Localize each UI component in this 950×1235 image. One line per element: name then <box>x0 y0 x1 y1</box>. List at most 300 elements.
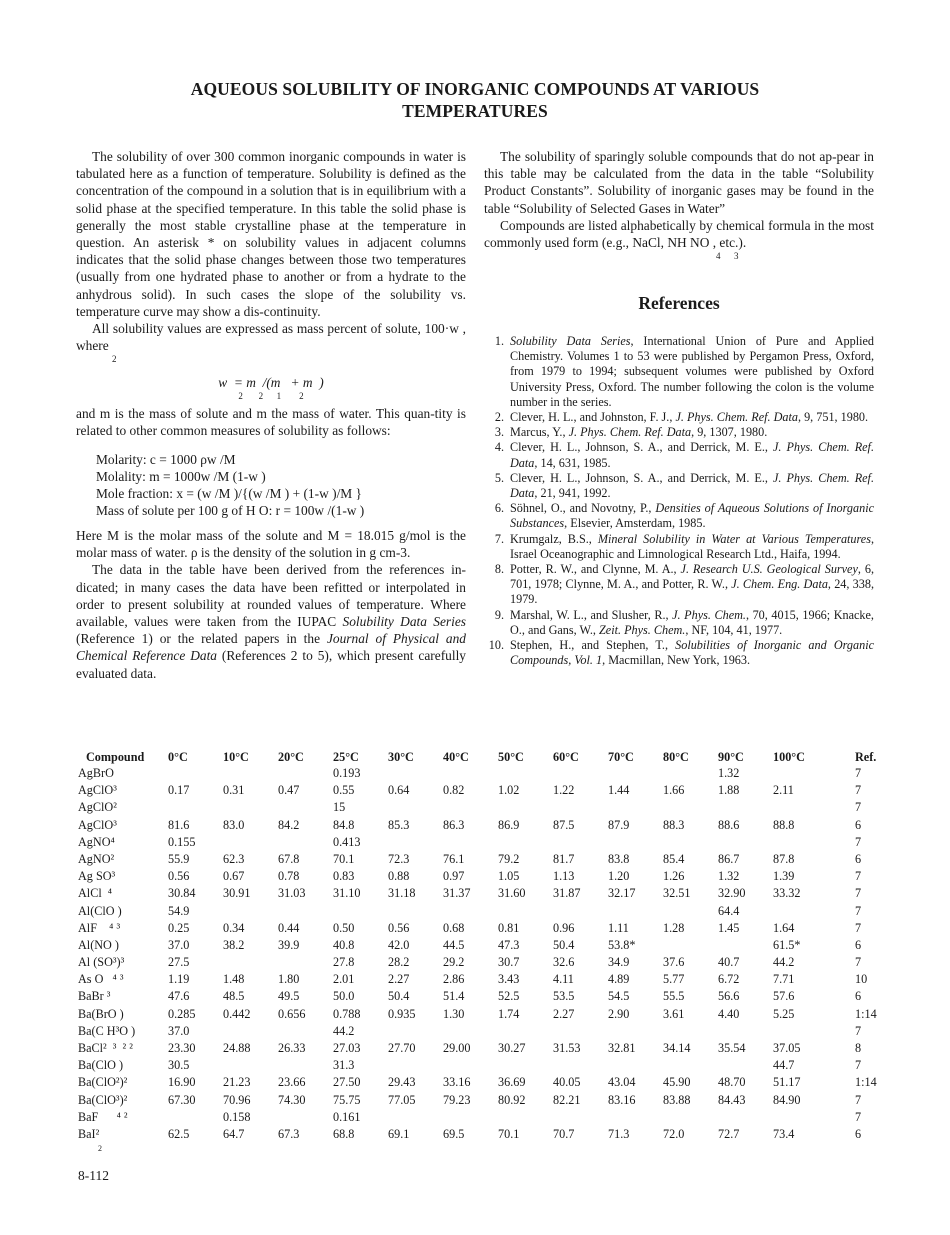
solubility-cell <box>278 1024 333 1041</box>
solubility-cell <box>498 1058 553 1075</box>
solubility-cell: 0.88 <box>388 869 410 884</box>
reference-title: J. Phys. Chem. Ref. Data <box>510 470 874 501</box>
solubility-cell <box>388 1058 443 1075</box>
table-row <box>78 886 895 903</box>
ref-cell: 7 <box>855 869 862 884</box>
solubility-cell <box>498 1110 553 1127</box>
solubility-cell <box>278 766 333 783</box>
ref-cell: 1:14 <box>855 1006 877 1021</box>
solubility-cell: 24.88 <box>223 1041 251 1055</box>
solubility-cell: 70.96 <box>223 1092 251 1107</box>
solubility-cell: 30.91 <box>223 886 251 901</box>
solubility-cell: 84.90 <box>773 1092 801 1107</box>
ref-cell: 6 <box>855 989 862 1004</box>
solubility-cell: 77.05 <box>388 1092 416 1107</box>
ref-cell: 6 <box>855 851 862 866</box>
reference-authors: Marshal, W. L., and Slusher, R., <box>510 607 673 622</box>
solubility-cell <box>168 766 223 783</box>
solubility-cell <box>553 1058 608 1075</box>
reference-details: , 9, 751, 1980. <box>797 410 869 425</box>
solubility-cell <box>608 1110 663 1127</box>
solubility-cell <box>168 1110 223 1127</box>
reference-details: , 70, 4015, 1966; Knacke, O., and Gans, W., <box>510 607 874 637</box>
solubility-cell: 87.8 <box>773 851 795 866</box>
solubility-cell: 1.66 <box>663 783 685 798</box>
solubility-cell: 1.19 <box>168 972 190 987</box>
reference-number: 2. <box>494 410 504 425</box>
ref-cell: 7 <box>855 1109 862 1124</box>
solubility-cell <box>773 1024 833 1041</box>
solubility-cell: 0.935 <box>388 1006 416 1021</box>
reference-title: J. Research U.S. Geological Survey <box>680 562 858 577</box>
reference-item <box>484 608 874 638</box>
solubility-cell: 28.2 <box>388 955 410 970</box>
solubility-cell: 0.413 <box>333 834 361 849</box>
subscript-line: 4 3 <box>716 251 739 262</box>
solubility-cell: 33.16 <box>443 1075 471 1090</box>
solubility-cell: 0.34 <box>223 920 245 935</box>
compound-cell: Ba(ClO³)² <box>78 1092 128 1107</box>
intro-paragraph-5 <box>76 561 466 681</box>
table-row <box>78 783 895 800</box>
solubility-cell <box>663 766 718 783</box>
solubility-cell: 29.43 <box>388 1075 416 1090</box>
solubility-cell: 88.3 <box>663 817 685 832</box>
solubility-cell: 5.25 <box>773 1006 795 1021</box>
text-segment: (Reference 1) or the related papers in the <box>76 631 327 647</box>
reference-item <box>484 425 874 440</box>
reference-authors: Stephen, H., and Stephen, T., <box>510 638 676 653</box>
ref-cell: 1:14 <box>855 1075 877 1090</box>
solubility-cell: 0.158 <box>223 1109 251 1124</box>
solubility-cell: 1.20 <box>608 869 630 884</box>
solubility-cell: 83.8 <box>608 851 630 866</box>
compound-cell: Al(ClO ) <box>78 903 122 918</box>
table-row <box>78 1024 895 1041</box>
compound-cell: Al (SO³)³ <box>78 955 125 970</box>
solubility-cell: 3.43 <box>498 972 520 987</box>
solubility-cell: 67.3 <box>278 1126 300 1141</box>
column-header-temperature: 20°C <box>278 749 304 764</box>
solubility-cell: 72.3 <box>388 851 410 866</box>
column-header-ref: Ref. <box>855 749 877 764</box>
solubility-cell <box>223 1024 278 1041</box>
solubility-cell: 15 <box>333 800 346 815</box>
solubility-cell: 36.69 <box>498 1075 526 1090</box>
solubility-cell <box>388 800 443 817</box>
reference-authors: Clever, H. L., and Johnston, F. J., <box>510 410 676 425</box>
solubility-cell: 53.8* <box>608 937 636 952</box>
solubility-cell <box>388 904 443 921</box>
solubility-cell <box>443 904 498 921</box>
solubility-cell: 1.28 <box>663 920 685 935</box>
solubility-cell <box>553 1024 608 1041</box>
reference-item <box>484 638 874 668</box>
solubility-cell: 31.60 <box>498 886 526 901</box>
solubility-cell: 1.45 <box>718 920 740 935</box>
solubility-cell: 80.92 <box>498 1092 526 1107</box>
reference-number: 5. <box>494 470 504 485</box>
solubility-cell: 69.5 <box>443 1126 465 1141</box>
compound-cell: Ba(ClO²)² <box>78 1075 128 1090</box>
solubility-cell: 0.161 <box>333 1109 361 1124</box>
solubility-cell: 1.32 <box>718 869 740 884</box>
solubility-cell: 4.40 <box>718 1006 740 1021</box>
solubility-cell <box>443 800 498 817</box>
solubility-cell <box>498 766 553 783</box>
solubility-cell <box>278 904 333 921</box>
solubility-cell: 40.7 <box>718 955 740 970</box>
column-header-temperature: 80°C <box>663 749 689 764</box>
solubility-cell: 1.26 <box>663 869 685 884</box>
reference-title: Solubilities of Inorganic and Organic Compounds, Vol. 1 <box>510 638 875 668</box>
ref-cell: 7 <box>855 903 862 918</box>
solubility-cell <box>773 904 833 921</box>
solubility-cell: 70.1 <box>498 1126 520 1141</box>
reference-item <box>484 562 874 608</box>
compound-cell: AgClO³ <box>78 783 117 798</box>
solubility-cell: 67.8 <box>278 851 300 866</box>
solubility-cell: 86.7 <box>718 851 740 866</box>
table-row <box>78 972 895 989</box>
solubility-cell <box>608 835 663 852</box>
solubility-cell: 2.27 <box>553 1006 575 1021</box>
table-row <box>78 869 895 886</box>
solubility-cell: 64.4 <box>718 903 740 918</box>
ref-cell: 7 <box>855 1092 862 1107</box>
solubility-cell: 75.75 <box>333 1092 361 1107</box>
solubility-cell: 69.1 <box>388 1126 410 1141</box>
ref-cell: 8 <box>855 1041 862 1055</box>
formula-molarity: Molarity: c = 1000 ρw /M <box>96 452 236 468</box>
solubility-cell: 76.1 <box>443 851 465 866</box>
table-row <box>78 1093 895 1110</box>
compound-cell: AlCl ⁴ <box>78 886 113 901</box>
solubility-cell: 31.18 <box>388 886 416 901</box>
solubility-cell <box>168 800 223 817</box>
compound-cell: BaCl² ³ ² ² <box>78 1041 133 1055</box>
solubility-cell: 33.32 <box>773 886 801 901</box>
table-row <box>78 835 895 852</box>
subscript-line: 2 <box>112 354 117 365</box>
solubility-cell: 1.74 <box>498 1006 520 1021</box>
table-row <box>78 989 895 1006</box>
solubility-cell: 1.48 <box>223 972 245 987</box>
solubility-cell: 0.25 <box>168 920 190 935</box>
reference-details: , International Union of Pure and Applied Chemistry. Volumes 1 to 53 were published by Pergamon Press, Oxford, from 1979 to 1994; subsequent volumes were published by Oxford University Press, Oxford. The number following the colon is the volume number in the series. <box>510 334 874 409</box>
ref-cell: 7 <box>855 886 862 901</box>
solubility-cell: 1.44 <box>608 783 630 798</box>
reference-authors: Clever, H. L., Johnson, S. A., and Derrick, M. E., <box>510 470 773 485</box>
solubility-cell <box>663 1024 718 1041</box>
solubility-cell: 79.2 <box>498 851 520 866</box>
table-row <box>78 852 895 869</box>
solubility-cell <box>608 1058 663 1075</box>
solubility-cell <box>498 1024 553 1041</box>
solubility-cell: 6.72 <box>718 972 740 987</box>
compound-cell: Ba(ClO ) <box>78 1058 124 1073</box>
compound-cell: Ba(C H³O ) <box>78 1023 136 1038</box>
solubility-table <box>78 748 895 1154</box>
ref-cell: 10 <box>855 972 868 987</box>
solubility-cell <box>608 800 663 817</box>
solubility-cell <box>278 800 333 817</box>
table-row <box>78 1007 895 1024</box>
solubility-cell: 32.51 <box>663 886 691 901</box>
solubility-cell: 84.2 <box>278 817 300 832</box>
solubility-cell: 21.23 <box>223 1075 251 1090</box>
solubility-cell: 42.0 <box>388 937 410 952</box>
solubility-cell: 1.22 <box>553 783 575 798</box>
solubility-cell <box>388 1024 443 1041</box>
intro-paragraph-1: The solubility of over 300 common inorganic compounds in water is tabulated here as a function of temperature. Solubility is defined as the concentration of the compound in a solution that is in equilibrium with a solid phase at the specified temperature. In this table the solid phase is generally the most stable crystalline phase at the temperature in question. An asterisk * on solubility values in adjacent columns indicates that the solid phase changes between those two temperatures (usually from one hydrated phase to another or from a hydrate to the anhydrous solid). In such cases the slope of the solubility vs. temperature curve may show a dis-continuity. <box>76 149 466 319</box>
solubility-cell: 1.13 <box>553 869 575 884</box>
solubility-cell: 30.27 <box>498 1041 526 1055</box>
table-row <box>78 955 895 972</box>
solubility-cell: 37.0 <box>168 937 190 952</box>
solubility-cell: 87.5 <box>553 817 575 832</box>
solubility-cell: 2.11 <box>773 783 794 798</box>
compound-cell: BaF ⁴ ² <box>78 1109 128 1124</box>
solubility-cell: 32.90 <box>718 886 746 901</box>
solubility-cell: 85.4 <box>663 851 685 866</box>
reference-item <box>484 334 874 410</box>
reference-authors: Potter, R. W., and Clynne, M. A., <box>510 562 681 577</box>
table-row <box>78 766 895 783</box>
solubility-cell: 30.84 <box>168 886 196 901</box>
solubility-cell: 27.70 <box>388 1041 416 1055</box>
solubility-cell: 31.10 <box>333 886 361 901</box>
solubility-cell: 44.7 <box>773 1058 795 1073</box>
page-number: 8-112 <box>78 1168 109 1183</box>
solubility-cell: 0.81 <box>498 920 520 935</box>
italic-title: Journal of Physical and Chemical Reference Data <box>76 631 466 664</box>
formula-mole-fraction: Mole fraction: x = (w /M )/{(w /M ) + (1-w )/M } <box>96 486 362 502</box>
solubility-cell: 55.5 <box>663 989 685 1004</box>
reference-item <box>484 501 874 531</box>
solubility-cell: 50.4 <box>553 937 575 952</box>
ref-cell: 7 <box>855 1023 862 1038</box>
solubility-cell: 72.0 <box>663 1126 685 1141</box>
reference-number: 4. <box>494 440 504 455</box>
table-row <box>78 921 895 938</box>
table-row <box>78 1127 895 1144</box>
reference-number: 6. <box>494 501 504 516</box>
reference-item <box>484 410 874 425</box>
solubility-cell <box>773 835 833 852</box>
table-row <box>78 1058 895 1075</box>
solubility-cell: 70.1 <box>333 851 355 866</box>
formula-subscripts: 2 2 1 2 <box>238 390 304 401</box>
ref-cell: 6 <box>855 1126 862 1141</box>
solubility-cell: 88.6 <box>718 817 740 832</box>
solubility-cell <box>553 904 608 921</box>
solubility-cell: 0.442 <box>223 1006 251 1021</box>
ref-cell: 7 <box>855 834 862 849</box>
ref-cell: 7 <box>855 783 862 798</box>
solubility-cell: 64.7 <box>223 1126 245 1141</box>
solubility-cell: 31.53 <box>553 1041 581 1055</box>
reference-number: 3. <box>494 425 504 440</box>
solubility-cell <box>553 766 608 783</box>
solubility-cell <box>663 800 718 817</box>
solubility-cell: 47.3 <box>498 937 520 952</box>
solubility-formulas <box>96 451 466 519</box>
solubility-cell: 2.01 <box>333 972 355 987</box>
solubility-cell: 0.67 <box>223 869 245 884</box>
column-header-temperature: 90°C <box>718 749 744 764</box>
solubility-cell <box>773 800 833 817</box>
solubility-cell: 31.87 <box>553 886 581 901</box>
reference-details: , 14, 631, 1985. <box>534 455 611 470</box>
reference-number: 10. <box>488 638 504 653</box>
formula-mass-per-100g: Mass of solute per 100 g of H O: r = 100w /(1-w ) <box>96 503 365 519</box>
text-segment: (References 2 to 5), which present carefully evaluated data. <box>76 648 466 681</box>
solubility-cell: 44.5 <box>443 937 465 952</box>
solubility-cell: 52.5 <box>498 989 520 1004</box>
solubility-cell: 47.6 <box>168 989 190 1004</box>
solubility-cell: 86.9 <box>498 817 520 832</box>
intro-paragraph-4: Here M is the molar mass of the solute and M = 18.015 g/mol is the molar mass of water. ρ is the density of the solution in g cm-3. <box>76 528 466 561</box>
solubility-cell: 53.5 <box>553 989 575 1004</box>
solubility-cell: 40.8 <box>333 937 355 952</box>
solubility-cell: 0.285 <box>168 1006 196 1021</box>
solubility-cell: 83.16 <box>608 1092 636 1107</box>
solubility-cell: 1.80 <box>278 972 300 987</box>
solubility-cell <box>443 835 498 852</box>
reference-title: Mineral Solubility in Water at Various Temperatures <box>597 531 871 546</box>
solubility-cell: 0.83 <box>333 869 355 884</box>
solubility-cell <box>773 1110 833 1127</box>
solubility-cell: 32.81 <box>608 1041 636 1055</box>
solubility-cell <box>223 766 278 783</box>
reference-authors: Marcus, Y., <box>510 425 569 440</box>
solubility-cell <box>718 938 773 955</box>
solubility-cell: 0.47 <box>278 783 300 798</box>
solubility-cell: 0.64 <box>388 783 410 798</box>
solubility-cell: 81.7 <box>553 851 575 866</box>
solubility-cell: 37.05 <box>773 1041 801 1055</box>
solubility-cell: 88.8 <box>773 817 795 832</box>
text-segment: The data in the table have been derived from the references in-dicated; in many cases the data have been refitted or interpolated in order to present solubility at rounded values of temperature. Where available, values were taken from the IUPAC <box>76 562 466 630</box>
solubility-cell: 83.88 <box>663 1092 691 1107</box>
solubility-cell: 68.8 <box>333 1126 355 1141</box>
intro-paragraph-2: All solubility values are expressed as mass percent of solute, 100·w , where <box>76 321 466 354</box>
solubility-cell <box>278 1110 333 1127</box>
solubility-cell <box>718 1110 773 1127</box>
solubility-cell: 71.3 <box>608 1126 630 1141</box>
solubility-cell <box>223 800 278 817</box>
solubility-cell: 56.6 <box>718 989 740 1004</box>
solubility-cell: 37.6 <box>663 955 685 970</box>
italic-title: Solubility Data Series <box>342 614 466 630</box>
solubility-cell: 0.56 <box>388 920 410 935</box>
solubility-cell <box>223 1058 278 1075</box>
table-row <box>78 904 895 921</box>
solubility-cell <box>223 904 278 921</box>
solubility-cell: 39.9 <box>278 937 300 952</box>
solubility-cell <box>553 835 608 852</box>
reference-authors: Söhnel, O., and Novotny, P., <box>510 501 656 516</box>
reference-title: J. Chem. Eng. Data <box>731 577 828 592</box>
reference-title: Solubility Data Series <box>510 334 631 348</box>
table-row <box>78 800 895 817</box>
solubility-cell: 86.3 <box>443 817 465 832</box>
compound-cell: AgClO² <box>78 800 117 815</box>
solubility-cell: 30.5 <box>168 1058 190 1073</box>
reference-number: 7. <box>494 531 504 546</box>
solubility-cell: 0.44 <box>278 920 300 935</box>
solubility-cell: 50.0 <box>333 989 355 1004</box>
solubility-cell: 7.71 <box>773 972 795 987</box>
title-line-2: TEMPERATURES <box>402 101 548 121</box>
solubility-cell <box>223 835 278 852</box>
table-row <box>78 818 895 835</box>
column-header-temperature: 50°C <box>498 749 524 764</box>
solubility-cell: 43.04 <box>608 1075 636 1090</box>
solubility-cell: 55.9 <box>168 851 190 866</box>
solubility-cell: 0.193 <box>333 766 361 780</box>
solubility-cell: 61.5* <box>773 937 801 952</box>
column-header-temperature: 25°C <box>333 749 359 764</box>
reference-title: J. Phys. Chem. Ref. Data <box>568 425 692 440</box>
reference-number: 9. <box>494 607 504 622</box>
solubility-cell <box>553 1110 608 1127</box>
reference-details: , 9, 1307, 1980. <box>691 425 768 440</box>
right-paragraph-2: Compounds are listed alphabetically by chemical formula in the most commonly used form (e.g., NaCl, NH NO , etc.). <box>484 217 874 251</box>
solubility-cell <box>223 955 278 972</box>
solubility-cell <box>553 800 608 817</box>
solubility-cell: 0.82 <box>443 783 465 798</box>
compound-cell: As O ⁴ ³ <box>78 972 124 987</box>
solubility-cell <box>443 1024 498 1041</box>
solubility-cell <box>608 766 663 783</box>
reference-item <box>484 471 874 501</box>
compound-cell: BaI² <box>78 1126 100 1141</box>
column-header-temperature: 60°C <box>553 749 579 764</box>
reference-title: J. Phys. Chem. <box>672 607 746 622</box>
solubility-cell <box>498 800 553 817</box>
ref-cell: 6 <box>855 937 862 952</box>
compound-cell: BaBr ³ <box>78 989 111 1004</box>
solubility-cell: 57.6 <box>773 989 795 1004</box>
solubility-cell: 31.03 <box>278 886 306 901</box>
ref-cell: 7 <box>855 800 862 815</box>
solubility-cell: 1.02 <box>498 783 520 798</box>
solubility-cell: 87.9 <box>608 817 630 832</box>
reference-number: 1. <box>494 334 504 348</box>
column-header-temperature: 40°C <box>443 749 469 764</box>
solubility-cell: 44.2 <box>773 955 795 970</box>
solubility-cell: 62.5 <box>168 1126 190 1141</box>
reference-details: , Macmillan, New York, 1963. <box>602 653 751 668</box>
solubility-cell: 5.77 <box>663 972 685 987</box>
solubility-cell <box>663 938 718 955</box>
solubility-cell: 70.7 <box>553 1126 575 1141</box>
compound-cell: AgNO² <box>78 851 115 866</box>
solubility-cell <box>278 1058 333 1075</box>
solubility-cell: 3.61 <box>663 1006 685 1021</box>
solubility-cell <box>608 904 663 921</box>
reference-title: J. Phys. Chem. Ref. Data <box>510 440 874 470</box>
solubility-cell <box>443 766 498 783</box>
solubility-cell: 29.00 <box>443 1041 471 1055</box>
solubility-cell: 44.2 <box>333 1023 355 1038</box>
table-trailing-subscript-row <box>78 1144 895 1154</box>
solubility-cell <box>663 1110 718 1127</box>
solubility-cell: 83.0 <box>223 817 245 832</box>
solubility-cell: 54.5 <box>608 989 630 1004</box>
